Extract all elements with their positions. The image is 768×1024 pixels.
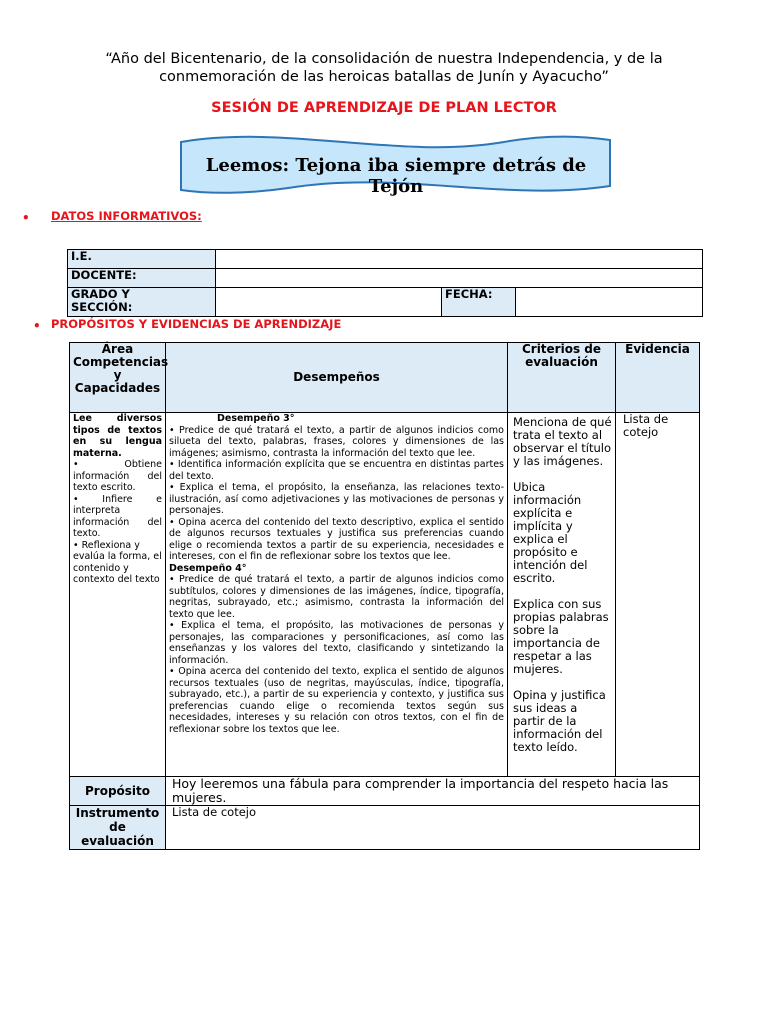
info-table (67, 249, 703, 317)
info-row-grado (68, 288, 703, 317)
ie-value-field[interactable] (216, 250, 703, 269)
grado-value-field[interactable] (216, 288, 442, 317)
header-criterios: Criterios de evaluación (508, 343, 616, 413)
desempeno4-item: • Opina acerca del contenido del texto, explica el sentido de algunos recursos textuales (uso de negritas, mayúsculas, índice, tipografía, subrayado, etc.), a partir de su experiencia y contexto, y justifica sus preferencias cuando elige o recomienda textos según sus necesidades, intereses y su relación con otros textos, con el fin de reflexionar sobre los textos que lee. (169, 666, 504, 735)
ie-label: I.E. (68, 250, 216, 269)
quote-line-2: conmemoración de las heroicas batallas de Junín y Ayacucho” (159, 69, 609, 85)
instrumento-label: Instrumento de evaluación (70, 806, 166, 850)
propositos-table (69, 342, 700, 850)
table-header-row (70, 343, 700, 413)
proposito-text: Hoy leeremos una fábula para comprender la importancia del respeto hacia las mujeres. (166, 777, 700, 806)
desempeno3-title: Desempeño 3° (217, 413, 295, 424)
header-evidencia: Evidencia (616, 343, 700, 413)
table-content-row (70, 413, 700, 777)
evidencia-cell: Lista de cotejo (616, 413, 700, 777)
header-desempenos: Desempeños (166, 343, 508, 413)
desempeno4-item: • Predice de qué tratará el texto, a partir de algunos indicios como subtítulos, colores y dimensiones de las imágenes, índice, tipografía, negritas, subrayado, etc.; asimismo, contrasta la información del texto que lee. (169, 574, 504, 620)
desempeno3-item: • Predice de qué tratará el texto, a partir de algunos indicios como silueta del texto, palabras, frases, colores y dimensiones de las imágenes; asimismo, contrasta la información del texto que lee. (169, 424, 504, 459)
info-row-docente (68, 269, 703, 288)
criterio-item: Explica con sus propias palabras sobre la importancia de respetar a las mujeres. (513, 597, 609, 676)
proposito-label: Propósito (70, 777, 166, 806)
desempeno3-item: • Explica el tema, el propósito, la enseñanza, las relaciones texto-ilustración, así como adjetivaciones y las motivaciones de personas y personajes. (169, 482, 504, 516)
docente-value-field[interactable] (216, 269, 703, 288)
docente-label: DOCENTE: (68, 269, 216, 288)
competencia-cell (70, 413, 166, 777)
criterio-item: Opina y justifica sus ideas a partir de la información del texto leído. (513, 688, 606, 754)
grado-seccion-label (68, 288, 216, 317)
propositos-heading: PROPÓSITOS Y EVIDENCIAS DE APRENDIZAJE (51, 317, 342, 331)
desempeno4-item: • Explica el tema, el propósito, las motivaciones de personas y personajes, las comparaciones y personificaciones, así como las enseñanzas y los valores del texto, clasificando y sintetizando la información. (169, 620, 504, 666)
banner-title: Leemos: Tejona iba siempre detrás de Tejón (205, 155, 587, 197)
datos-informativos-heading: DATOS INFORMATIVOS: (51, 209, 202, 223)
desempeno4-title: Desempeño 4° (169, 562, 247, 574)
quote-line-1: “Año del Bicentenario, de la consolidación de nuestra Independencia, y de la (105, 51, 663, 67)
instrumento-row (70, 806, 700, 850)
header-area: Área Competencias y Capacidades (70, 343, 166, 413)
proposito-row (70, 777, 700, 806)
desempenos-cell (166, 413, 508, 777)
competencia-title: Lee diversos tipos de textos en su lengua materna. (73, 413, 162, 459)
info-row-ie (68, 250, 703, 269)
capacidad-item: • Reflexiona y evalúa la forma, el contenido y contexto del texto (73, 539, 162, 585)
criterio-item: Ubica información explícita e implícita y explica el propósito e intención del escrito. (513, 480, 588, 585)
session-title: SESIÓN DE APRENDIZAJE DE PLAN LECTOR (211, 100, 557, 116)
instrumento-text: Lista de cotejo (166, 806, 700, 850)
desempeno3-item: • Identifica información explícita que se encuentra en distintas partes del texto. (169, 459, 504, 482)
desempeno3-item: • Opina acerca del contenido del texto descriptivo, explica el sentido de algunos recursos textuales y justifica sus preferencias cuando elige o recomienda textos a partir de su experiencia, necesidades e intereses, con el fin de reflexionar sobre los textos que lee. (169, 516, 504, 562)
capacidad-item: • Obtiene información del texto escrito. (73, 459, 162, 493)
bullet-icon: • (22, 211, 30, 225)
bullet-icon: • (33, 319, 41, 333)
capacidad-item: • Infiere e interpreta información del texto. (73, 493, 162, 539)
header-quote (40, 50, 728, 86)
grado-label-line2: SECCIÓN: (71, 300, 133, 314)
grado-label-line1: GRADO Y (71, 287, 130, 301)
fecha-value-field[interactable] (516, 288, 703, 317)
criterio-item: Menciona de qué trata el texto al observar el título y las imágenes. (513, 415, 612, 468)
fecha-label: FECHA: (442, 288, 516, 317)
criterios-cell (508, 413, 616, 777)
